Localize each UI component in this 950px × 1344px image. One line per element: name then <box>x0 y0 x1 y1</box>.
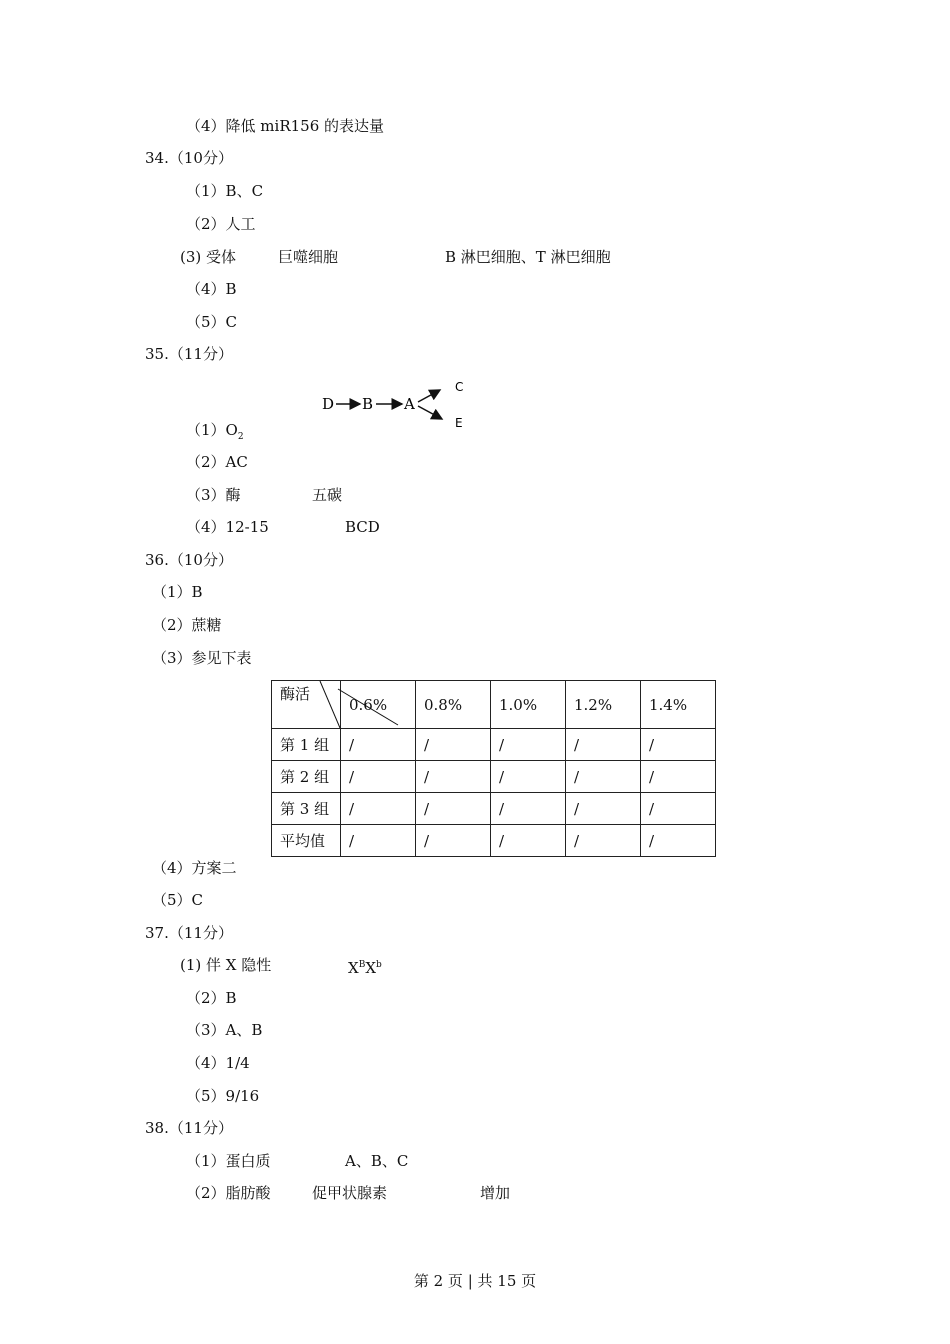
corner-label: 酶活 <box>280 685 311 703</box>
answer-35-4b: BCD <box>345 518 380 536</box>
food-chain-diagram <box>318 374 478 434</box>
table-cell: / <box>566 825 641 857</box>
table-cell: / <box>491 793 566 825</box>
row-label: 第 1 组 <box>272 729 341 761</box>
column-header: 0.6% <box>341 681 416 729</box>
table-row <box>272 793 716 825</box>
answer-36-1: （1）B <box>152 583 203 601</box>
table-cell: / <box>641 825 716 857</box>
column-header: 1.2% <box>566 681 641 729</box>
answer-34-2: （2）人工 <box>186 215 256 233</box>
answer-36-2: （2）蔗糖 <box>152 616 222 634</box>
row-label: 第 3 组 <box>272 793 341 825</box>
answer-37-5: （5）9/16 <box>186 1087 260 1105</box>
table-cell: / <box>491 729 566 761</box>
arrow-a-e <box>418 406 442 419</box>
node-c: C <box>455 380 464 394</box>
table-row <box>272 761 716 793</box>
answer-35-1 <box>186 420 244 447</box>
table-header-row <box>272 681 716 729</box>
table-cell: / <box>566 761 641 793</box>
enzyme-activity-table <box>271 680 716 857</box>
table-cell: / <box>341 793 416 825</box>
answer-34-3c: B 淋巴细胞、T 淋巴细胞 <box>445 248 611 266</box>
answer-34-4: （4）B <box>186 280 237 298</box>
node-a: A <box>404 395 415 413</box>
arrow-a-c <box>418 390 440 402</box>
node-d: D <box>322 395 335 413</box>
question-37-heading: 37.（11分） <box>145 924 233 942</box>
table-cell: / <box>416 825 491 857</box>
answer-38-1b: A、B、C <box>345 1152 409 1170</box>
answer-36-3: （3）参见下表 <box>152 649 252 667</box>
question-34-heading: 34.（10分） <box>145 149 233 167</box>
answer-37-1b-genotype <box>348 955 382 978</box>
table-cell: / <box>416 729 491 761</box>
table-cell: / <box>491 825 566 857</box>
table-cell: / <box>566 729 641 761</box>
table-cell: / <box>341 761 416 793</box>
genotype-sup1: B <box>358 960 366 970</box>
answer-38-1a: （1）蛋白质 <box>186 1152 271 1170</box>
answer-37-3: （3）A、B <box>186 1021 263 1039</box>
answer-36-5: （5）C <box>152 891 204 909</box>
answer-34-3b: 巨噬细胞 <box>278 248 339 266</box>
column-header: 1.4% <box>641 681 716 729</box>
table-cell: / <box>641 761 716 793</box>
column-header: 1.0% <box>491 681 566 729</box>
row-label: 平均值 <box>272 825 341 857</box>
answer-37-4: （4）1/4 <box>186 1054 250 1072</box>
question-38-heading: 38.（11分） <box>145 1119 233 1137</box>
answer-33-4: （4）降低 miR156 的表达量 <box>186 117 385 135</box>
answer-35-3b: 五碳 <box>312 486 343 504</box>
table-cell: / <box>566 793 641 825</box>
table-corner-cell <box>272 681 341 729</box>
node-e: E <box>455 416 463 430</box>
diagonal-lines <box>272 681 408 728</box>
answer-38-2b: 促甲状腺素 <box>312 1184 388 1202</box>
answer-38-2c: 增加 <box>480 1184 511 1202</box>
answer-35-3a: （3）酶 <box>186 486 241 504</box>
answer-37-2: （2）B <box>186 989 237 1007</box>
subscript: 2 <box>237 432 244 442</box>
question-35-heading: 35.（11分） <box>145 345 233 363</box>
node-b: B <box>362 395 374 413</box>
table-row <box>272 825 716 857</box>
table-row <box>272 729 716 761</box>
page-footer: 第 2 页 | 共 15 页 <box>413 1272 537 1290</box>
answer-35-4a: （4）12-15 <box>186 518 269 536</box>
table-cell: / <box>641 793 716 825</box>
answer-34-3a: (3) 受体 <box>180 248 237 266</box>
answer-35-2: （2）AC <box>186 453 248 471</box>
answer-36-4: （4）方案二 <box>152 859 237 877</box>
answer-35-1-text: （1）O <box>186 421 238 439</box>
table-cell: / <box>341 729 416 761</box>
table-cell: / <box>416 793 491 825</box>
answer-38-2a: （2）脂肪酸 <box>186 1184 271 1202</box>
answer-34-1: （1）B、C <box>186 182 264 200</box>
table-cell: / <box>341 825 416 857</box>
table-cell: / <box>491 761 566 793</box>
genotype-x2: X <box>365 959 376 977</box>
question-36-heading: 36.（10分） <box>145 551 233 569</box>
row-label: 第 2 组 <box>272 761 341 793</box>
genotype-x1: X <box>348 959 359 977</box>
column-header: 0.8% <box>416 681 491 729</box>
answer-34-5: （5）C <box>186 313 238 331</box>
table-cell: / <box>416 761 491 793</box>
table-cell: / <box>641 729 716 761</box>
answer-37-1a: (1) 伴 X 隐性 <box>180 956 272 974</box>
genotype-sup2: b <box>376 960 382 970</box>
